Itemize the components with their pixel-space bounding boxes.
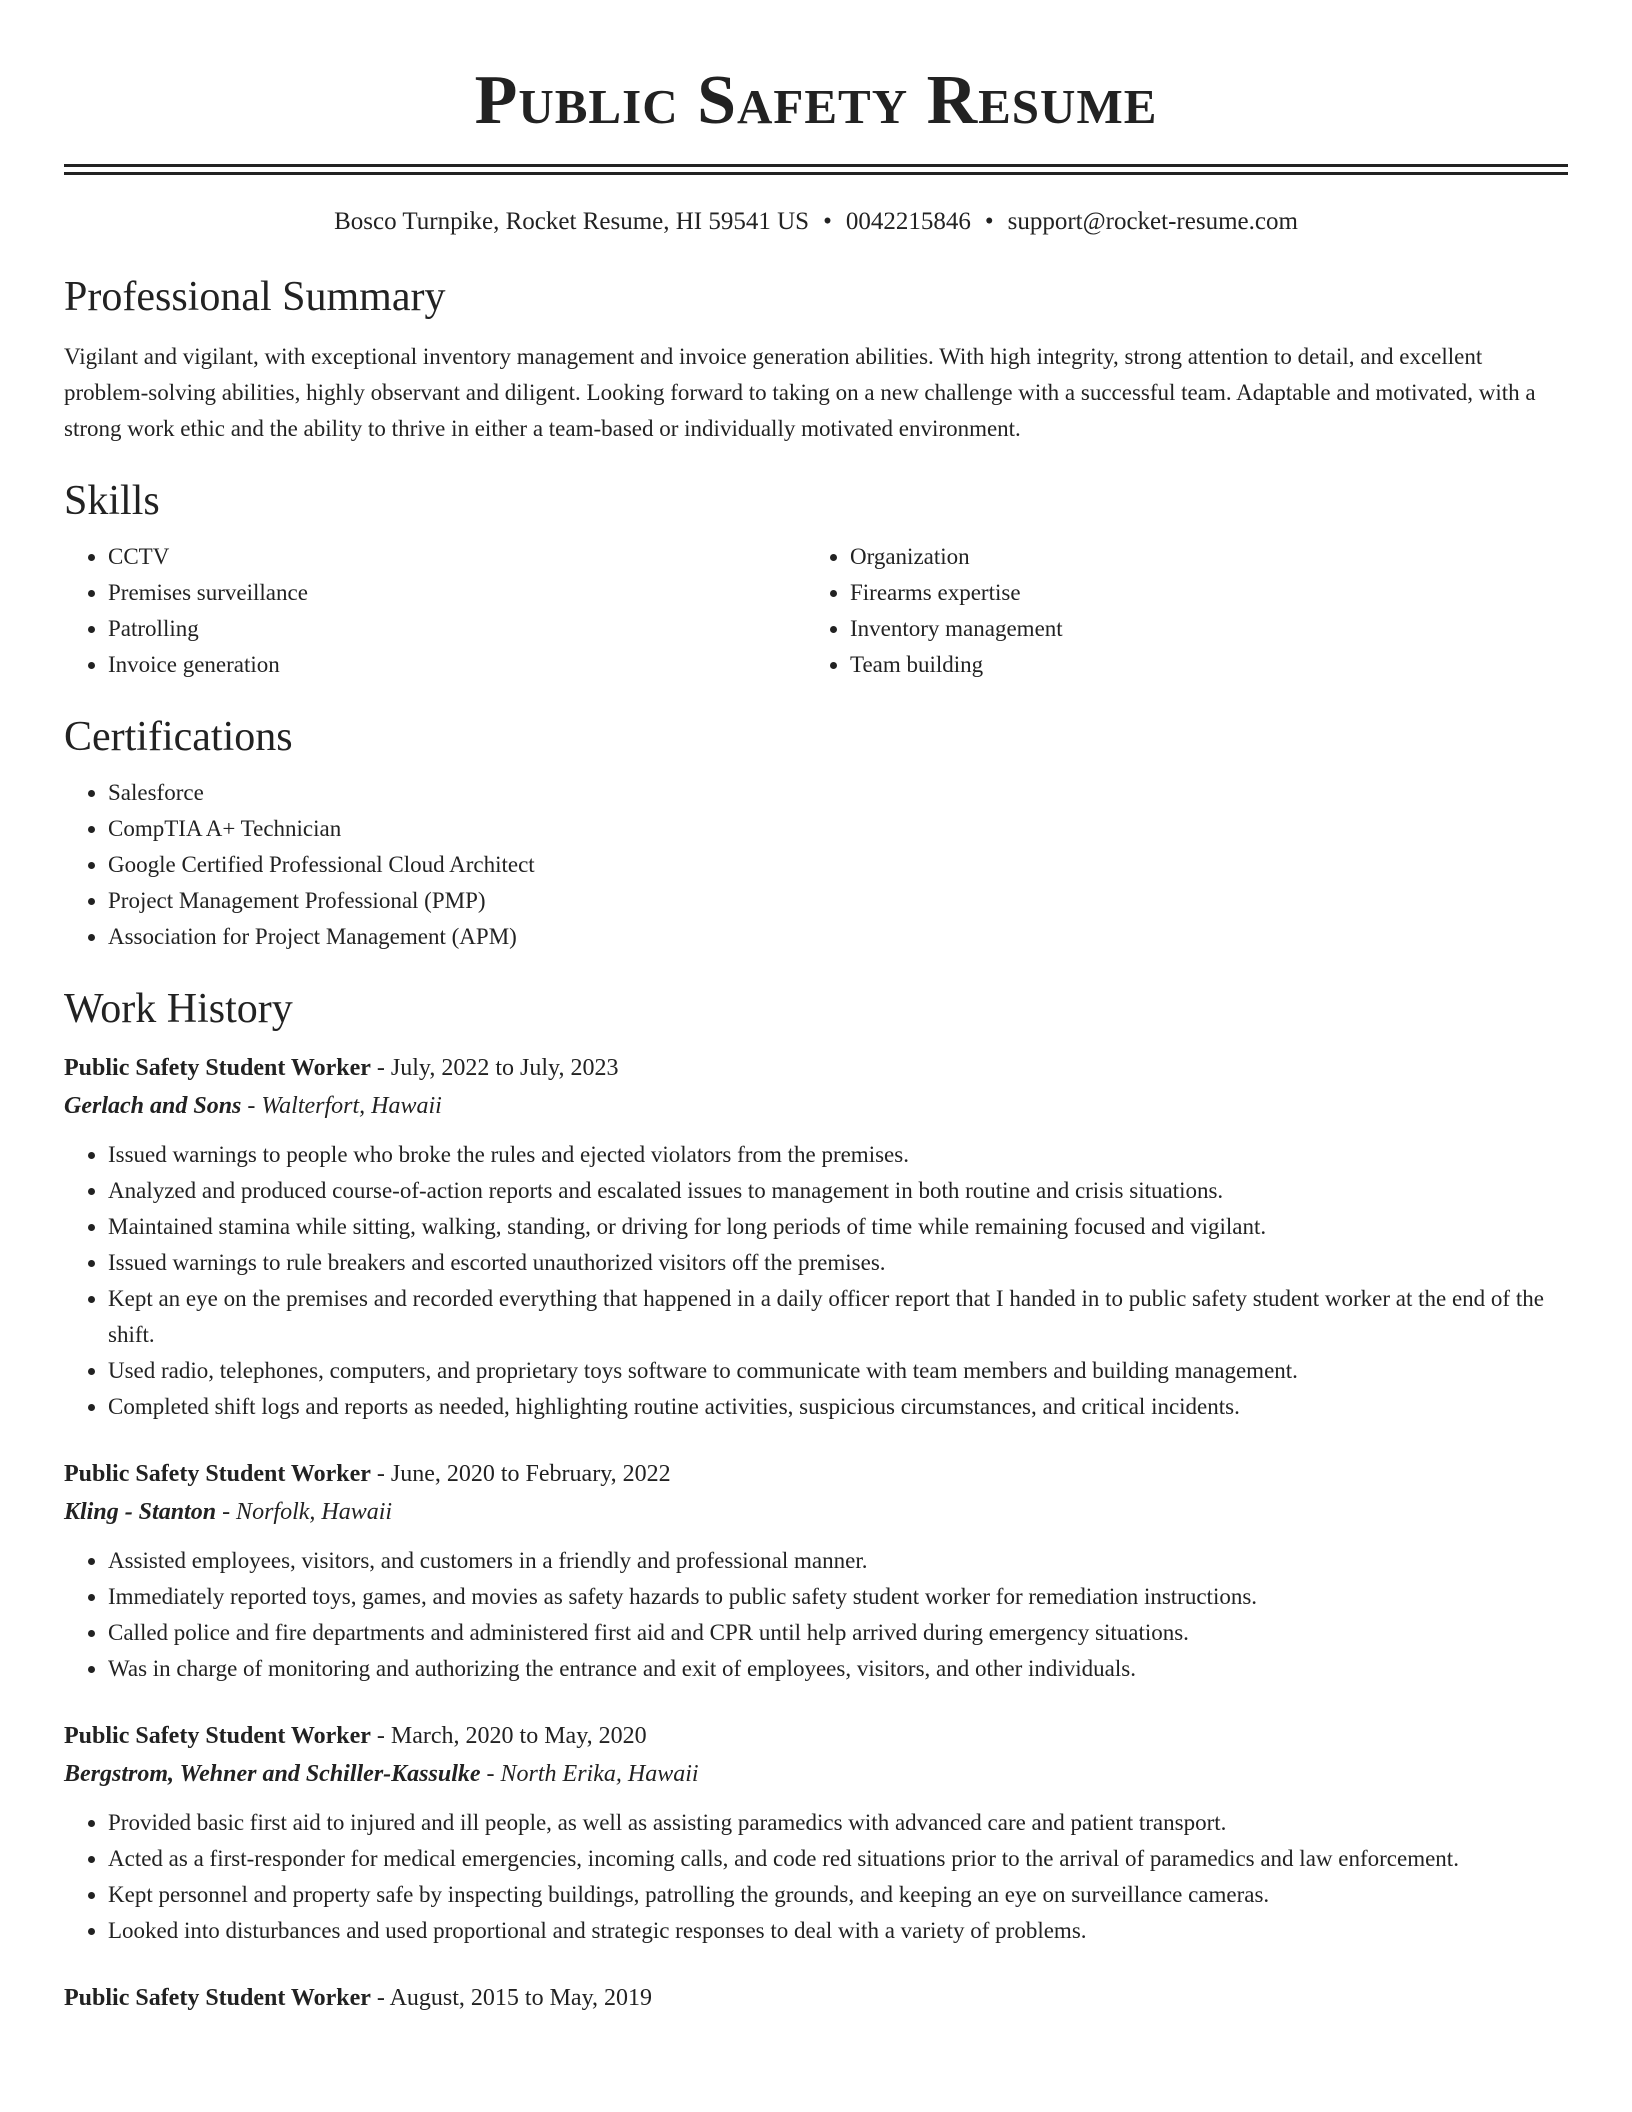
job-bullet: • Issued warnings to people who broke the rules and ejected violators from the premises. xyxy=(108,1137,1568,1173)
company-line xyxy=(64,1493,1568,1531)
job-title: Public Safety Student Worker xyxy=(64,1723,371,1749)
job-bullet: • Assisted employees, visitors, and customers in a friendly and professional manner. xyxy=(108,1543,1568,1579)
job-title: Public Safety Student Worker xyxy=(64,1461,371,1487)
job-dates: - March, 2020 to May, 2020 xyxy=(370,1723,647,1749)
job-entry xyxy=(64,1717,1568,1949)
work-history-heading: Work History xyxy=(64,986,293,1032)
skill-item: • Firearms expertise xyxy=(850,575,1548,611)
company-location: - Norfolk, Hawaii xyxy=(216,1499,393,1525)
page-title: Public Safety Resume xyxy=(474,62,1158,139)
job-bullet: • Acted as a first-responder for medical emergencies, incoming calls, and code red situations prior to the arrival of paramedics and law enforcement. xyxy=(108,1841,1568,1877)
job-bullets xyxy=(64,1137,1568,1425)
contact-line xyxy=(64,205,1568,239)
contact-email: support@rocket-resume.com xyxy=(1007,208,1298,235)
summary-text: Vigilant and vigilant, with exceptional inventory management and invoice generation abilities. With high integrity, strong attention to detail, and excellent problem-solving abilities, highly observant and diligent. Looking forward to taking on a new challenge with a successful team. Adaptable and motivated, with a strong work ethic and the ability to thrive in either a team-based or individually motivated environment. xyxy=(64,344,1536,441)
certification-item: • Association for Project Management (APM) xyxy=(108,919,1568,955)
certification-item: • Salesforce xyxy=(108,775,1568,811)
company-line xyxy=(64,1087,1568,1125)
job-bullet: • Issued warnings to rule breakers and escorted unauthorized visitors off the premises. xyxy=(108,1245,1568,1281)
contact-address: Bosco Turnpike, Rocket Resume, HI 59541 US xyxy=(334,208,810,235)
skills-heading: Skills xyxy=(64,478,160,524)
job-title-line xyxy=(64,1979,1568,2017)
job-dates: - July, 2022 to July, 2023 xyxy=(370,1055,619,1081)
company-name: Kling - Stanton xyxy=(64,1499,217,1525)
job-title-line xyxy=(64,1455,1568,1493)
skills-list xyxy=(64,539,1568,683)
job-bullet: • Provided basic first aid to injured and ill people, as well as assisting paramedics with advanced care and patient transport. xyxy=(108,1805,1568,1841)
job-title: Public Safety Student Worker xyxy=(64,1055,371,1081)
job-title-line xyxy=(64,1049,1568,1087)
skills-column-right xyxy=(806,539,1548,683)
company-location: - North Erika, Hawaii xyxy=(480,1761,699,1787)
job-bullet: • Analyzed and produced course-of-action reports and escalated issues to management in both routine and crisis situations. xyxy=(108,1173,1568,1209)
skill-item: • Team building xyxy=(850,647,1548,683)
company-location: - Walterfort, Hawaii xyxy=(241,1093,442,1119)
company-name: Gerlach and Sons xyxy=(64,1093,242,1119)
skill-item: • Premises surveillance xyxy=(108,575,806,611)
skill-item: • Invoice generation xyxy=(108,647,806,683)
title-double-rule xyxy=(64,164,1568,175)
job-bullet: • Used radio, telephones, computers, and proprietary toys software to communicate with team members and building management. xyxy=(108,1353,1568,1389)
job-title-line xyxy=(64,1717,1568,1755)
job-bullet: • Completed shift logs and reports as needed, highlighting routine activities, suspicious circumstances, and critical incidents. xyxy=(108,1389,1568,1425)
summary-heading: Professional Summary xyxy=(64,274,446,320)
job-bullet: • Kept an eye on the premises and recorded everything that happened in a daily officer report that I handed in to public safety student worker at the end of the shift. xyxy=(108,1281,1568,1353)
skills-column-left xyxy=(64,539,806,683)
skill-item: • Organization xyxy=(850,539,1548,575)
job-bullets xyxy=(64,1543,1568,1687)
job-bullet: • Called police and fire departments and administered first aid and CPR until help arrived during emergency situations. xyxy=(108,1615,1568,1651)
job-entry xyxy=(64,1979,1568,2017)
certification-item: • CompTIA A+ Technician xyxy=(108,811,1568,847)
job-entry xyxy=(64,1455,1568,1687)
contact-phone: 0042215846 xyxy=(845,208,971,235)
skill-item: • Patrolling xyxy=(108,611,806,647)
skill-item: • Inventory management xyxy=(850,611,1548,647)
certifications-heading: Certifications xyxy=(64,714,293,760)
job-bullet: • Maintained stamina while sitting, walking, standing, or driving for long periods of time while remaining focused and vigilant. xyxy=(108,1209,1568,1245)
certifications-list xyxy=(64,775,1568,955)
contact-separator: • xyxy=(984,208,994,235)
job-bullet: • Was in charge of monitoring and authorizing the entrance and exit of employees, visitors, and other individuals. xyxy=(108,1651,1568,1687)
job-bullet: • Kept personnel and property safe by inspecting buildings, patrolling the grounds, and keeping an eye on surveillance cameras. xyxy=(108,1877,1568,1913)
company-line xyxy=(64,1755,1568,1793)
job-title: Public Safety Student Worker xyxy=(64,1985,371,2011)
skill-item: • CCTV xyxy=(108,539,806,575)
certification-item: • Google Certified Professional Cloud Architect xyxy=(108,847,1568,883)
job-dates: - August, 2015 to May, 2019 xyxy=(370,1985,653,2011)
job-bullet: • Immediately reported toys, games, and movies as safety hazards to public safety student worker for remediation instructions. xyxy=(108,1579,1568,1615)
contact-separator: • xyxy=(823,208,832,235)
job-dates: - June, 2020 to February, 2022 xyxy=(370,1461,671,1487)
company-name: Bergstrom, Wehner and Schiller-Kassulke xyxy=(64,1761,481,1787)
job-bullets xyxy=(64,1805,1568,1949)
certification-item: • Project Management Professional (PMP) xyxy=(108,883,1568,919)
job-entry xyxy=(64,1049,1568,1425)
job-bullet: • Looked into disturbances and used proportional and strategic responses to deal with a variety of problems. xyxy=(108,1913,1568,1949)
